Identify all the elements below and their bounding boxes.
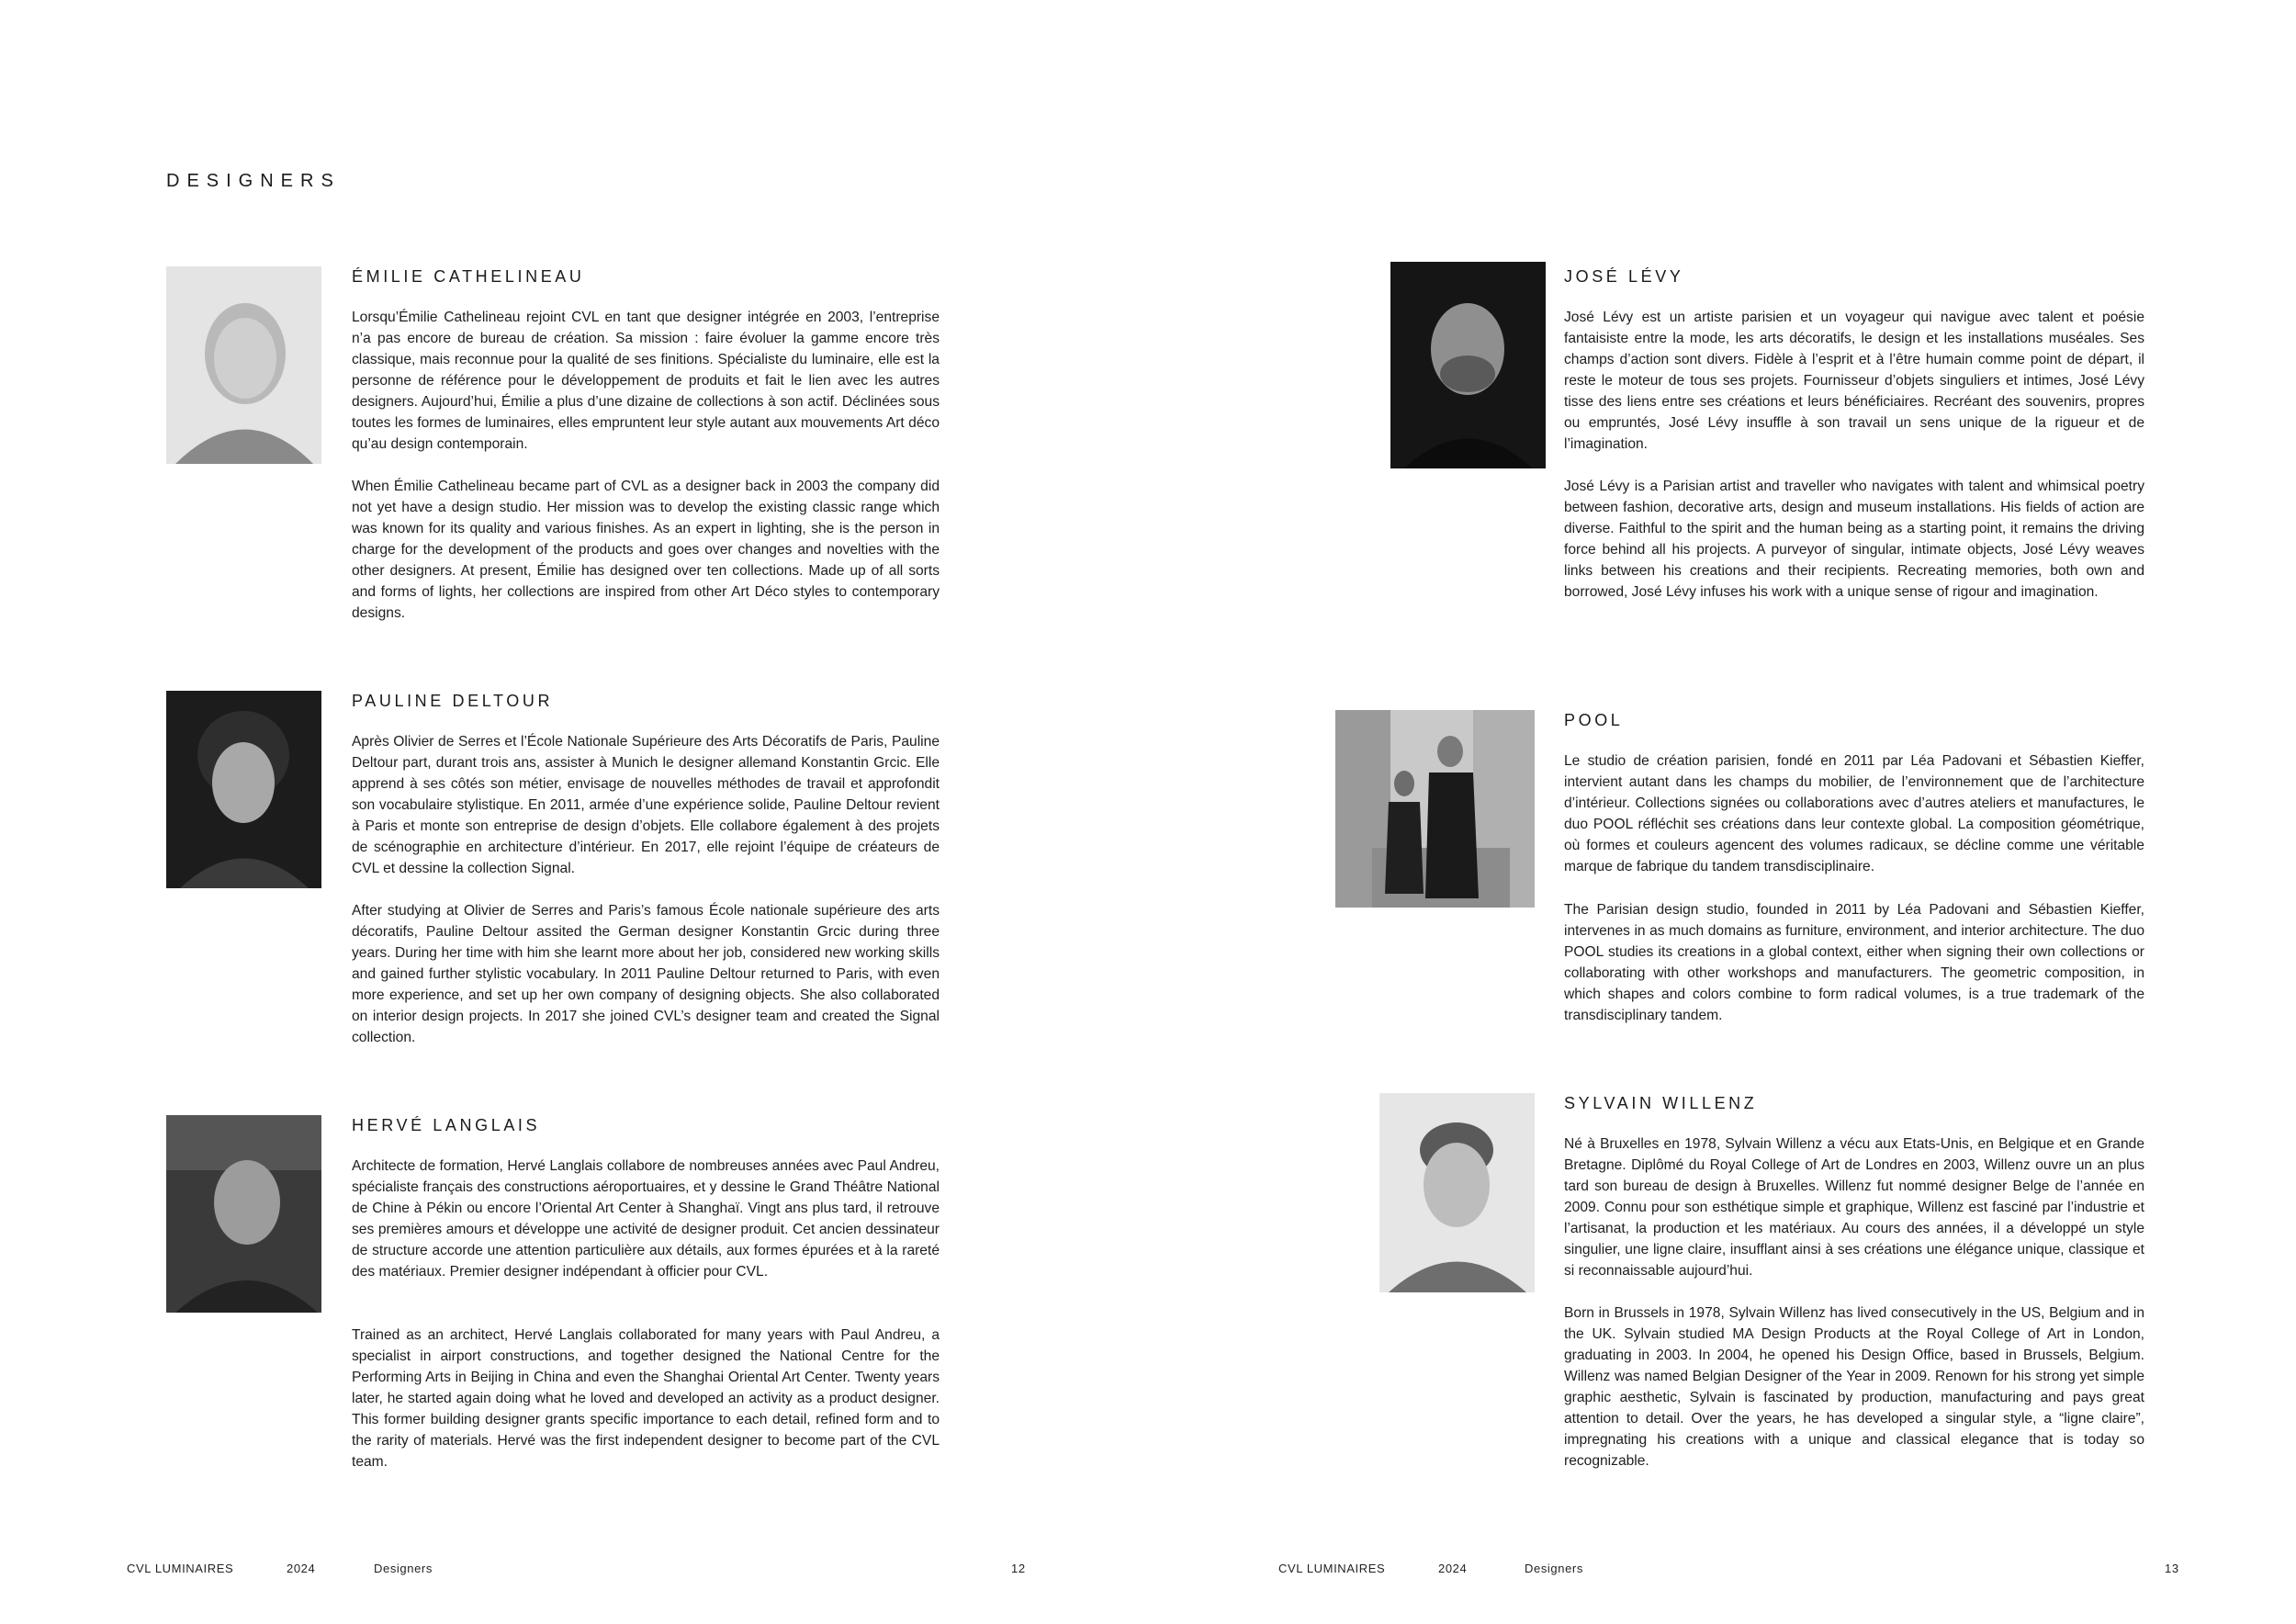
designer-bio-en: When Émilie Cathelineau became part of CVL as a designer back in 2003 the company did not yet have a design studio. Her mission was to develop the existing classic range which was known for its quality and various finishes. As an expert in lighting, she is the person in charge for the development of the products and goes over changes and novelties with the other designers. At present, Émilie has designed over ten collections. Made up of all sorts and forms of lights, her collections are inspired from other Art Déco styles to contemporary designs. — [352, 479, 940, 621]
footer-year: 2024 — [287, 1562, 316, 1575]
portrait-photo — [166, 691, 321, 888]
designer-bio-fr: Architecte de formation, Hervé Langlais collabore de nombreuses années avec Paul Andreu, spécialiste français des constructions aéroportuaires, et y dessine le Grand Théâtre National de Chine à Pékin ou encore l’Oriental Art Center à Shanghaï. Vingt ans plus tard, il retrouve ses premières amours et développe une activité de designer produit. Cet ancien dessinateur de structure accorde une attention particulière aux détails, aux formes épurées et à la rareté des matériaux. Premier designer indépendant à officier pour CVL. — [352, 1158, 940, 1280]
designer-name: POOL — [1564, 711, 1624, 729]
designer-bio-fr: Lorsqu’Émilie Cathelineau rejoint CVL en tant que designer intégrée en 2003, l’entreprise n’a pas encore de bureau de création. Sa mission : faire évoluer la gamme encore très classique, mais reconnue pour la qualité de ses finitions. Spécialiste du luminaire, elle est la personne de référence pour le développement de produits et fait le lien avec les autres designers. Aujourd’hui, Émilie a plus d’une dizaine de collections à son actif. Déclinées sous toutes les formes de luminaires, elles empruntent leur style autant aux mouvements Art déco qu’au design contemporain. — [352, 310, 940, 452]
footer-brand: CVL LUMINAIRES — [1278, 1562, 1386, 1575]
designer-name: ÉMILIE CATHELINEAU — [352, 267, 585, 286]
page-section-title: DESIGNERS — [166, 171, 341, 191]
portrait-photo — [1390, 262, 1546, 468]
designer-bio-en: José Lévy is a Parisian artist and traveller who navigates with talent and whimsical poetry between fashion, decorative arts, design and museum installations. His fields of action are diverse. Faithful to the spirit and the human being as a starting point, it remains the driving force behind all his projects. A purveyor of singular, intimate objects, José Lévy weaves links between his creations and their recipients. Recreating memories, both own and borrowed, José Lévy infuses his work with a unique sense of rigour and imagination. — [1564, 479, 2144, 600]
portrait-photo — [166, 1115, 321, 1313]
designer-bio-en: The Parisian design studio, founded in 2011 by Léa Padovani and Sébastien Kieffer, intervenes in as much domains as furniture, environment, and interior architecture. The duo POOL studies its creations in a global context, either when signing their own collections or collaborating with other workshops and manufacturers. The geometric composition, in which shapes and colors combine to form radical volumes, is a true trademark of the transdisciplinary tandem. — [1564, 902, 2144, 1023]
portrait-photo — [1379, 1093, 1535, 1292]
designer-bio-fr: Après Olivier de Serres et l’École Nationale Supérieure des Arts Décoratifs de Paris, Pauline Deltour part, durant trois ans, assister à Munich le designer allemand Konstantin Grcic. Elle apprend à ses côtés son métier, envisage de nouvelles méthodes de travail et approfondit son vocabulaire stylistique. En 2011, armée d’une expérience solide, Pauline Deltour revient à Paris et monte son entreprise de design d’objets. Elle collabore également à des projets de scénographie en architecture d’intérieur. En 2017, elle rejoint l’équipe de créateurs de CVL et dessine la collection Signal. — [352, 734, 940, 876]
portrait-photo — [1335, 710, 1535, 908]
page-number: 13 — [2165, 1562, 2179, 1575]
designer-name: PAULINE DELTOUR — [352, 692, 554, 710]
designer-bio-en: Trained as an architect, Hervé Langlais collaborated for many years with Paul Andreu, a specialist in airport constructions, and together designed the National Centre for the Performing Arts in Beijing in China and even the Shanghai Oriental Art Center. Twenty years later, he started again doing what he loved and developed an activity as a product designer. This former building designer grants specific importance to each detail, refined form and to the rarity of materials. Hervé was the first independent designer to become part of the CVL team. — [352, 1327, 940, 1470]
footer-year: 2024 — [1438, 1562, 1468, 1575]
portrait-photo — [166, 266, 321, 464]
page-number: 12 — [1011, 1562, 1026, 1575]
footer-section: Designers — [374, 1562, 433, 1575]
footer-brand: CVL LUMINAIRES — [127, 1562, 234, 1575]
footer-section: Designers — [1525, 1562, 1583, 1575]
designer-name: JOSÉ LÉVY — [1564, 267, 1684, 286]
designer-bio-fr: Né à Bruxelles en 1978, Sylvain Willenz a vécu aux Etats-Unis, en Belgique et en Grande Bretagne. Diplômé du Royal College of Art de Londres en 2003, Willenz ouvre un an plus tard son bureau de design à Bruxelles. Willenz fut nommé designer Belge de l’année en 2009. Connu pour son esthétique simple et graphique, Willenz est fasciné par l’industrie et l’artisanat, la production et les matériaux. Au cours des années, il a développé un style singulier, une ligne claire, insufflant ainsi à ses créations une élégance unique, classique et si reconnaissable aujourd’hui. — [1564, 1136, 2144, 1279]
designer-bio-en: Born in Brussels in 1978, Sylvain Willenz has lived consecutively in the US, Belgium and in the UK. Sylvain studied MA Design Products at the Royal College of Art in London, graduating in 2003. In 2004, he opened his Design Office, based in Brussels, Belgium. Willenz was named Belgian Designer of the Year in 2009. Renown for his strong yet simple graphic aesthetic, Sylvain is fascinated by production, manufacturing and pays great attention to detail. Over the years, he has developed a singular style, a “ligne claire”, impregnating his creations with a unique and classical elegance that is today so recognizable. — [1564, 1305, 2144, 1469]
designer-name: SYLVAIN WILLENZ — [1564, 1094, 1758, 1112]
designer-name: HERVÉ LANGLAIS — [352, 1116, 541, 1134]
designer-bio-fr: Le studio de création parisien, fondé en 2011 par Léa Padovani et Sébastien Kieffer, intervient autant dans les champs du mobilier, de l’environnement que de l’architecture d’intérieur. Collections signées ou collaborations avec d’autres ateliers et manufactures, le duo POOL réfléchit ses créations dans leur contexte global. La composition géométrique, où formes et couleurs agencent des volumes radicaux, se décline comme une véritable marque de fabrique du tandem transdisciplinaire. — [1564, 753, 2144, 874]
designer-bio-en: After studying at Olivier de Serres and Paris’s famous École nationale supérieure des arts décoratifs, Pauline Deltour assited the German designer Konstantin Grcic during three years. During her time with him she learnt more about her job, considered new working skills and gained further stylistic vocabulary. In 2011 Pauline Deltour returned to Paris, with even more experience, and set up her own company of designing objects. She also collaborated on interior design projects. In 2017 she joined CVL’s designer team and created the Signal collection. — [352, 903, 940, 1045]
designer-bio-fr: José Lévy est un artiste parisien et un voyageur qui navigue avec talent et poésie fantaisiste entre la mode, les arts décoratifs, le design et les installations muséales. Ses champs d’action sont divers. Fidèle à l’esprit et à l’être humain comme point de départ, il reste le moteur de tous ses projets. Fournisseur d’objets singuliers et intimes, José Lévy tisse des liens entre ses créations et leurs bénéficiaires. Recréant des souvenirs, propres ou empruntés, José Lévy insuffle à son travail un sens unique de la rigueur et de l’imagination. — [1564, 310, 2144, 452]
